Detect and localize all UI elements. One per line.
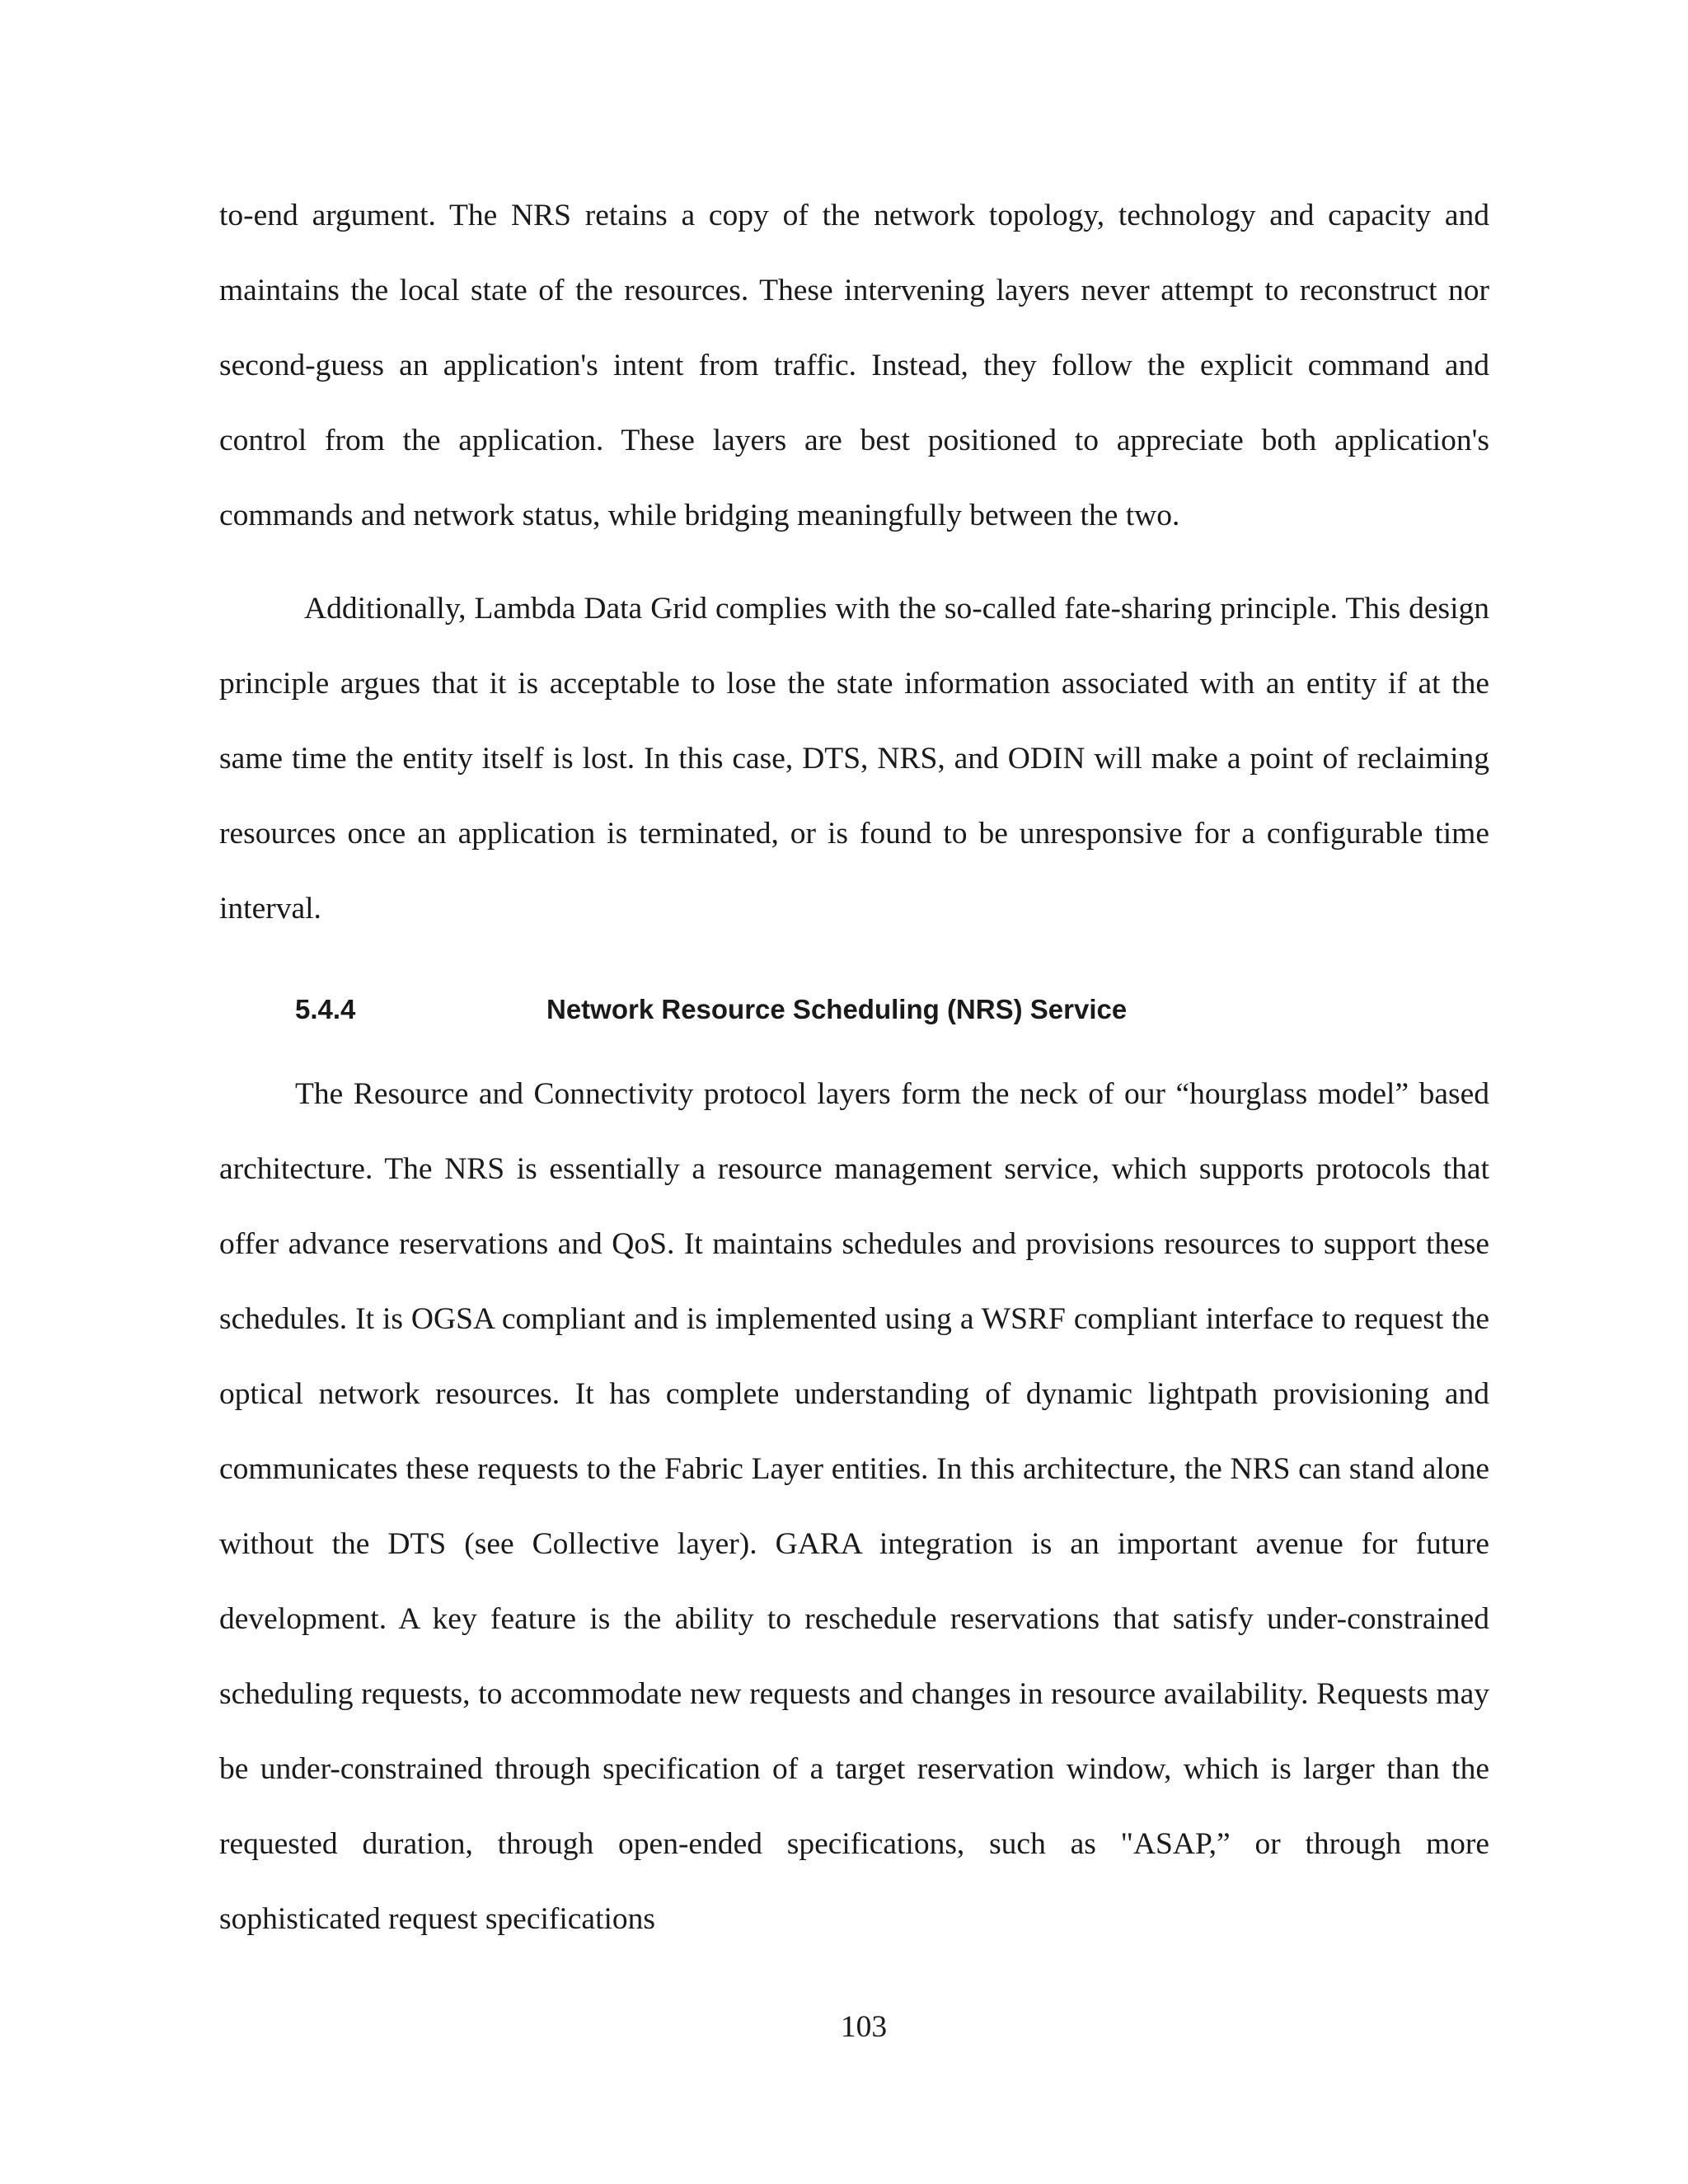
- paragraph-fate-sharing: Additionally, Lambda Data Grid complies with the so-called fate-sharing principle. This design principle argues that it is acceptable to lose the state information associated with an entity if at the same time the entity itself is lost. In this case, DTS, NRS, and ODIN will make a point of reclaiming resources once an application is terminated, or is found to be unresponsive for a configurable time interval.: [219, 592, 1489, 926]
- section-number: 5.4.4: [295, 994, 356, 1024]
- section-heading: [295, 994, 1127, 1025]
- paragraph-nrs-service: The Resource and Connectivity protocol layers form the neck of our “hourglass model” based architecture. The NRS is essentially a resource management service, which supports protocols that offer advance reservations and QoS. It maintains schedules and provisions resources to support these schedules. It is OGSA compliant and is implemented using a WSRF compliant interface to request the optical network resources. It has complete understanding of dynamic lightpath provisioning and communicates these requests to the Fabric Layer entities. In this architecture, the NRS can stand alone without the DTS (see Collective layer). GARA integration is an important avenue for future development. A key feature is the ability to reschedule reservations that satisfy under-constrained scheduling requests, to accommodate new requests and changes in resource availability. Requests may be under-constrained through specification of a target reservation window, which is larger than the requested duration, through open-ended specifications, such as "ASAP,” or through more sophisticated request specifications: [219, 1077, 1489, 1936]
- page-number: 103: [840, 2010, 888, 2044]
- paragraph-end-to-end-argument: to-end argument. The NRS retains a copy of the network topology, technology and capacity and maintains the local state of the resources. These intervening layers never attempt to reconstruct nor second-guess an application's intent from traffic. Instead, they follow the explicit command and control from the application. These layers are best positioned to appreciate both application's commands and network status, while bridging meaningfully between the two.: [219, 199, 1489, 532]
- section-title: Network Resource Scheduling (NRS) Service: [546, 994, 1128, 1024]
